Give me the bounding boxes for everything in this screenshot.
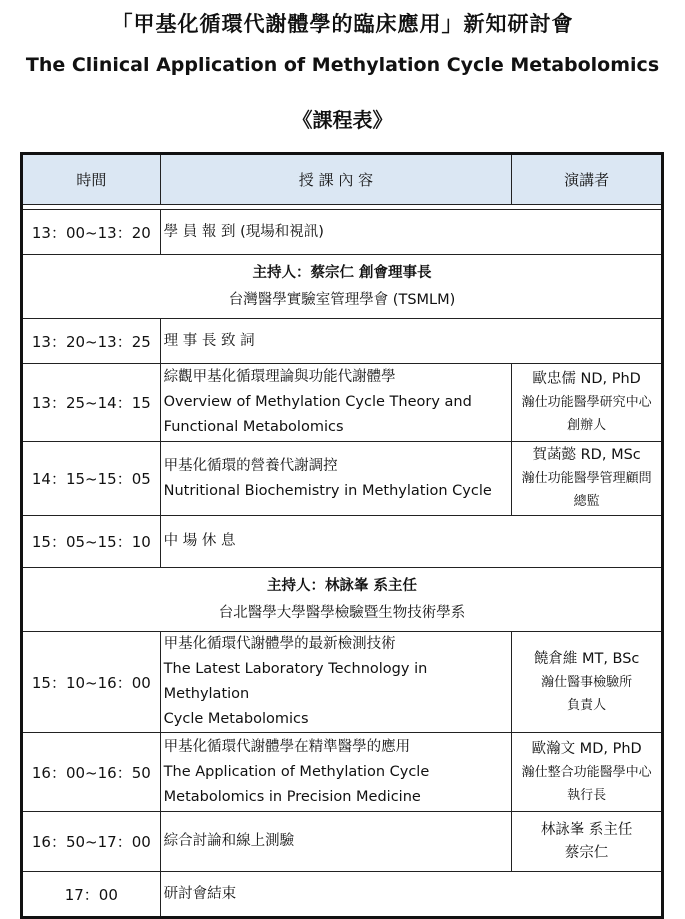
speaker-name: 饒倉維 MT, BSc [533, 650, 640, 667]
row-topic [160, 632, 512, 733]
row-time: 16：00~16：50 [22, 733, 161, 812]
row-time: 13：20~13：25 [22, 319, 161, 364]
row-topic: 中 場 休 息 [160, 516, 662, 568]
topic-english: Nutritional Biochemistry in Methylation Cycle [163, 482, 492, 499]
speaker-title: 負責人 [567, 697, 607, 713]
host-affiliation: 台北醫學大學醫學檢驗暨生物技術學系 [218, 604, 466, 621]
row-topic [160, 364, 512, 442]
row-speaker [512, 442, 663, 516]
topic-chinese: 綜觀甲基化循環理論與功能代謝體學 [163, 369, 396, 385]
speaker-name: 歐忠儒 ND, PhD [532, 371, 641, 387]
schedule-heading: 《課程表》 [292, 108, 393, 132]
event-title-chinese: 「甲基化循環代謝體學的臨床應用」新知研討會 [111, 12, 574, 36]
topic-chinese: 甲基化循環代謝體學在精準醫學的應用 [163, 738, 411, 755]
speaker-name: 歐瀚文 MD, PhD [531, 740, 642, 757]
topic-english-cont: Cycle Metabolomics [163, 711, 309, 727]
speaker-title: 總監 [573, 494, 600, 509]
table-row [22, 442, 663, 516]
speaker-title: 創辦人 [567, 418, 607, 433]
topic-english-cont: Metabolomics in Precision Medicine [163, 788, 421, 805]
topic-english: The Latest Laboratory Technology in Methylation [163, 661, 428, 702]
row-speaker [512, 812, 663, 872]
row-time: 15：10~16：00 [22, 632, 161, 733]
row-time: 13：00~13：20 [22, 210, 161, 255]
host-name: 主持人：蔡宗仁 創會理事長 [252, 264, 432, 281]
event-title-english: The Clinical Application of Methylation Cycle Metabolomics [25, 54, 660, 76]
header-content: 授 課 內 容 [160, 154, 512, 205]
row-topic: 學 員 報 到 (現場和視訊) [160, 210, 662, 255]
header-time: 時間 [22, 154, 161, 205]
table-row [22, 210, 663, 255]
speaker-org: 瀚仕醫事檢驗所 [541, 674, 633, 690]
speaker-name: 林詠峯 系主任 [540, 821, 633, 838]
table-row [22, 632, 663, 733]
row-topic: 研討會結束 [160, 872, 662, 918]
row-topic [160, 733, 512, 812]
topic-english: Overview of Methylation Cycle Theory and [163, 394, 472, 410]
topic-chinese: 甲基化循環代謝體學的最新檢測技術 [163, 636, 396, 652]
schedule-table [20, 152, 664, 919]
speaker-org: 瀚仕功能醫學研究中心 [521, 395, 652, 410]
header-speaker: 演講者 [512, 154, 663, 205]
table-row [22, 364, 663, 442]
table-header-row [22, 154, 663, 205]
topic-english: The Application of Methylation Cycle [163, 763, 430, 780]
row-time: 15：05~15：10 [22, 516, 161, 568]
row-time: 17：00 [22, 872, 161, 918]
row-time: 14：15~15：05 [22, 442, 161, 516]
host-row [22, 568, 663, 632]
row-topic [160, 442, 512, 516]
row-topic: 綜合討論和線上測驗 [160, 812, 512, 872]
speaker-org: 瀚仕功能醫學管理顧問 [521, 471, 652, 486]
speaker-org: 瀚仕整合功能醫學中心 [521, 764, 652, 780]
row-speaker [512, 632, 663, 733]
row-time: 13：25~14：15 [22, 364, 161, 442]
topic-english-cont: Functional Metabolomics [163, 419, 344, 435]
speaker-name: 賀菡懿 RD, MSc [532, 447, 641, 463]
table-row [22, 319, 663, 364]
host-name: 主持人：林詠峯 系主任 [266, 577, 418, 594]
host-row [22, 255, 663, 319]
row-topic: 理 事 長 致 詞 [160, 319, 662, 364]
table-row [22, 733, 663, 812]
row-speaker [512, 364, 663, 442]
speaker-name: 蔡宗仁 [564, 844, 609, 861]
speaker-title: 執行長 [567, 787, 607, 803]
row-speaker [512, 733, 663, 812]
topic-chinese: 甲基化循環的營養代謝調控 [163, 457, 338, 474]
table-row [22, 812, 663, 872]
table-row [22, 516, 663, 568]
row-time: 16：50~17：00 [22, 812, 161, 872]
host-affiliation: 台灣醫學實驗室管理學會 (TSMLM) [228, 291, 456, 308]
